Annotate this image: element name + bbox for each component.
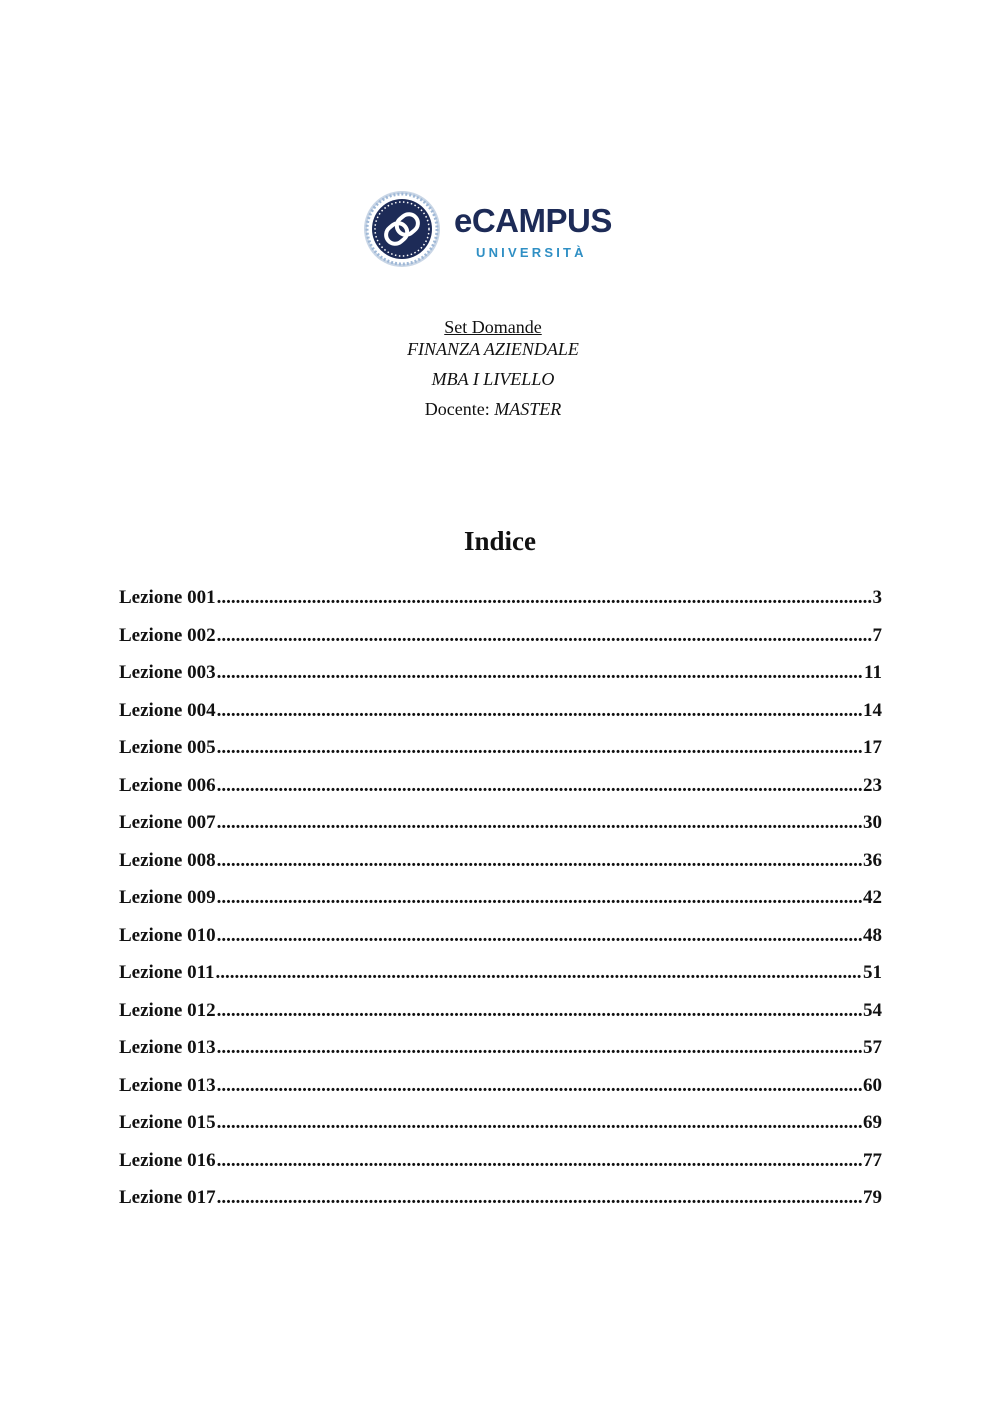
toc-leader-dots bbox=[217, 1187, 862, 1209]
toc-leader-dots bbox=[217, 587, 872, 609]
toc-entry-label: Lezione 013 bbox=[119, 1074, 216, 1096]
toc-entry-label: Lezione 006 bbox=[119, 774, 216, 796]
toc-entry[interactable] bbox=[119, 587, 882, 625]
docente-name: MASTER bbox=[494, 399, 562, 419]
table-of-contents bbox=[119, 587, 882, 1225]
toc-entry-page: 57 bbox=[863, 1037, 882, 1058]
ecampus-emblem-icon bbox=[362, 190, 442, 270]
toc-leader-dots bbox=[217, 1075, 862, 1097]
set-domande-label: Set Domande bbox=[444, 317, 542, 337]
toc-entry-label: Lezione 005 bbox=[119, 737, 216, 758]
logo-wordmark: eCAMPUS bbox=[454, 202, 612, 239]
toc-leader-dots bbox=[217, 625, 872, 647]
toc-entry-page: 30 bbox=[863, 812, 882, 833]
toc-entry-label: Lezione 017 bbox=[119, 1187, 216, 1208]
toc-entry[interactable] bbox=[119, 1150, 882, 1188]
toc-entry-label: Lezione 012 bbox=[119, 999, 216, 1021]
toc-entry[interactable] bbox=[119, 1187, 882, 1225]
toc-leader-dots bbox=[217, 1037, 862, 1059]
toc-entry-page: 60 bbox=[863, 1074, 882, 1096]
toc-entry[interactable] bbox=[119, 737, 882, 775]
toc-entry-page: 17 bbox=[863, 737, 882, 758]
toc-entry[interactable] bbox=[119, 662, 882, 700]
toc-entry-label: Lezione 009 bbox=[119, 887, 216, 908]
toc-entry-label: Lezione 007 bbox=[119, 812, 216, 833]
toc-entry-label: Lezione 004 bbox=[119, 699, 216, 721]
toc-entry-page: 77 bbox=[863, 1149, 882, 1171]
course-title: FINANZA AZIENDALE bbox=[407, 339, 579, 359]
toc-entry-page: 79 bbox=[863, 1187, 882, 1208]
toc-entry[interactable] bbox=[119, 850, 882, 888]
toc-entry-label: Lezione 003 bbox=[119, 662, 216, 683]
toc-leader-dots bbox=[217, 662, 863, 684]
toc-entry[interactable] bbox=[119, 625, 882, 663]
toc-leader-dots bbox=[217, 700, 862, 722]
toc-entry-label: Lezione 008 bbox=[119, 849, 216, 871]
toc-leader-dots bbox=[217, 1112, 862, 1134]
toc-leader-dots bbox=[217, 850, 862, 872]
toc-entry-page: 23 bbox=[863, 774, 882, 796]
toc-entry[interactable] bbox=[119, 1037, 882, 1075]
ecampus-logo bbox=[362, 190, 632, 270]
toc-entry[interactable] bbox=[119, 1000, 882, 1038]
toc-entry-label: Lezione 013 bbox=[119, 1037, 216, 1058]
toc-entry-page: 14 bbox=[863, 699, 882, 721]
toc-entry-label: Lezione 015 bbox=[119, 1112, 216, 1133]
toc-entry[interactable] bbox=[119, 700, 882, 738]
toc-entry-page: 51 bbox=[863, 962, 882, 983]
docente-line bbox=[0, 400, 986, 418]
toc-entry-label: Lezione 016 bbox=[119, 1149, 216, 1171]
toc-entry[interactable] bbox=[119, 1112, 882, 1150]
toc-leader-dots bbox=[217, 925, 862, 947]
course-level: MBA I LIVELLO bbox=[431, 369, 555, 389]
toc-entry-label: Lezione 010 bbox=[119, 924, 216, 946]
toc-entry[interactable] bbox=[119, 925, 882, 963]
toc-leader-dots bbox=[217, 1150, 862, 1172]
toc-leader-dots bbox=[217, 1000, 862, 1022]
toc-entry-label: Lezione 011 bbox=[119, 962, 215, 983]
toc-entry-page: 69 bbox=[863, 1112, 882, 1133]
toc-title: Indice bbox=[463, 526, 536, 556]
toc-entry-page: 3 bbox=[872, 587, 882, 608]
document-header bbox=[0, 318, 986, 418]
toc-entry[interactable] bbox=[119, 775, 882, 813]
toc-leader-dots bbox=[217, 887, 862, 909]
toc-entry-page: 7 bbox=[872, 624, 882, 646]
toc-entry-page: 54 bbox=[863, 999, 882, 1021]
toc-entry-page: 48 bbox=[863, 924, 882, 946]
toc-entry[interactable] bbox=[119, 962, 882, 1000]
docente-label: Docente: bbox=[424, 399, 490, 419]
toc-leader-dots bbox=[217, 812, 862, 834]
toc-entry[interactable] bbox=[119, 887, 882, 925]
toc-leader-dots bbox=[216, 962, 862, 984]
toc-entry-label: Lezione 002 bbox=[119, 624, 216, 646]
toc-entry[interactable] bbox=[119, 812, 882, 850]
toc-entry-page: 42 bbox=[863, 887, 882, 908]
toc-leader-dots bbox=[217, 775, 862, 797]
toc-entry-label: Lezione 001 bbox=[119, 587, 216, 608]
toc-entry-page: 36 bbox=[863, 849, 882, 871]
toc-entry[interactable] bbox=[119, 1075, 882, 1113]
logo-subtitle: UNIVERSITÀ bbox=[476, 245, 587, 260]
toc-entry-page: 11 bbox=[864, 662, 882, 683]
toc-leader-dots bbox=[217, 737, 862, 759]
